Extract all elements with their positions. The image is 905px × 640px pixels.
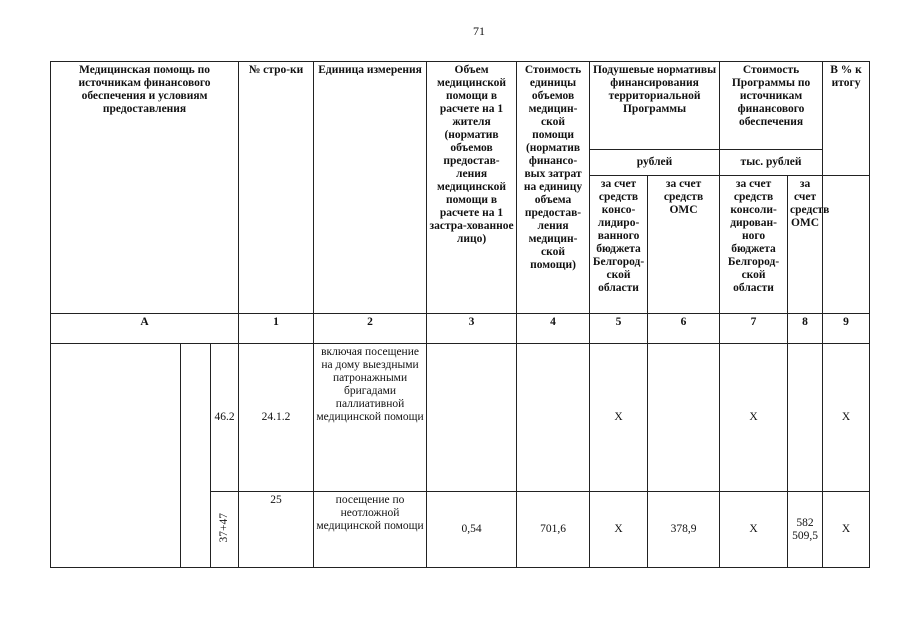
merged-blank-cell [51,344,181,568]
column-number: 9 [823,314,870,344]
value-cell: 378,9 [648,492,720,568]
side-label-text: 37+47 [218,512,231,543]
value-cell: 582 509,5 [788,492,823,568]
header-group-per-capita: Подушевые нормативы финансирования территориальной Программы [590,62,720,150]
value-cell: Х [823,492,870,568]
header-col-5: за счет средств консо-лидиро-ванного бюджета Белгород-ской области [590,176,648,314]
value-cell: Х [590,344,648,492]
unit-cell: посещение по неотложной медицинской помощи [314,492,427,568]
header-col-9: В % к итогу [823,62,870,176]
financing-table [50,61,870,568]
header-col-6: за счет средств ОМС [648,176,720,314]
side-label [211,492,239,568]
header-col-9-blank [823,176,870,314]
value-cell: 0,54 [427,492,517,568]
column-number: 5 [590,314,648,344]
column-number: 3 [427,314,517,344]
column-number: 4 [517,314,590,344]
header-col-a: Медицинская помощь по источникам финансового обеспечения и условиям предоставления [51,62,239,314]
table-row [51,344,870,492]
line-number: 24.1.2 [239,344,314,492]
merged-blank-cell [181,344,211,568]
value-cell: Х [823,344,870,492]
value-cell: 701,6 [517,492,590,568]
header-col-8: за счет средств ОМС [788,176,823,314]
header-col-3: Объем медицинской помощи в расчете на 1 жителя (норматив объемов предостав-ления медицинской помощи в расчете на 1 застра-хованное лицо) [427,62,517,314]
column-number: 1 [239,314,314,344]
column-number: 7 [720,314,788,344]
header-unit-rubles: рублей [590,150,720,176]
side-label: 46.2 [211,344,239,492]
header-unit-thousand-rubles: тыс. рублей [720,150,823,176]
line-number: 25 [239,492,314,568]
header-col-7: за счет средств консоли-дирован-ного бюджета Белгород-ской области [720,176,788,314]
header-col-2: Единица измерения [314,62,427,314]
column-number: 6 [648,314,720,344]
value-cell: Х [720,492,788,568]
column-number: А [51,314,239,344]
header-group-program-cost: Стоимость Программы по источникам финансового обеспечения [720,62,823,150]
header-col-1: № стро-ки [239,62,314,314]
value-cell: Х [590,492,648,568]
column-number: 8 [788,314,823,344]
value-cell [517,344,590,492]
column-number-row [51,314,870,344]
value-cell [788,344,823,492]
column-number: 2 [314,314,427,344]
value-cell: Х [720,344,788,492]
unit-cell: включая посещение на дому выездными патронажными бригадами паллиативной медицинской помощи [314,344,427,492]
page-number: 71 [473,24,485,38]
header-col-4: Стоимость единицы объемов медицин-ской помощи (норматив финансо-вых затрат на единицу объема предостав-ления медицин-ской помощи) [517,62,590,314]
value-cell [648,344,720,492]
value-cell [427,344,517,492]
